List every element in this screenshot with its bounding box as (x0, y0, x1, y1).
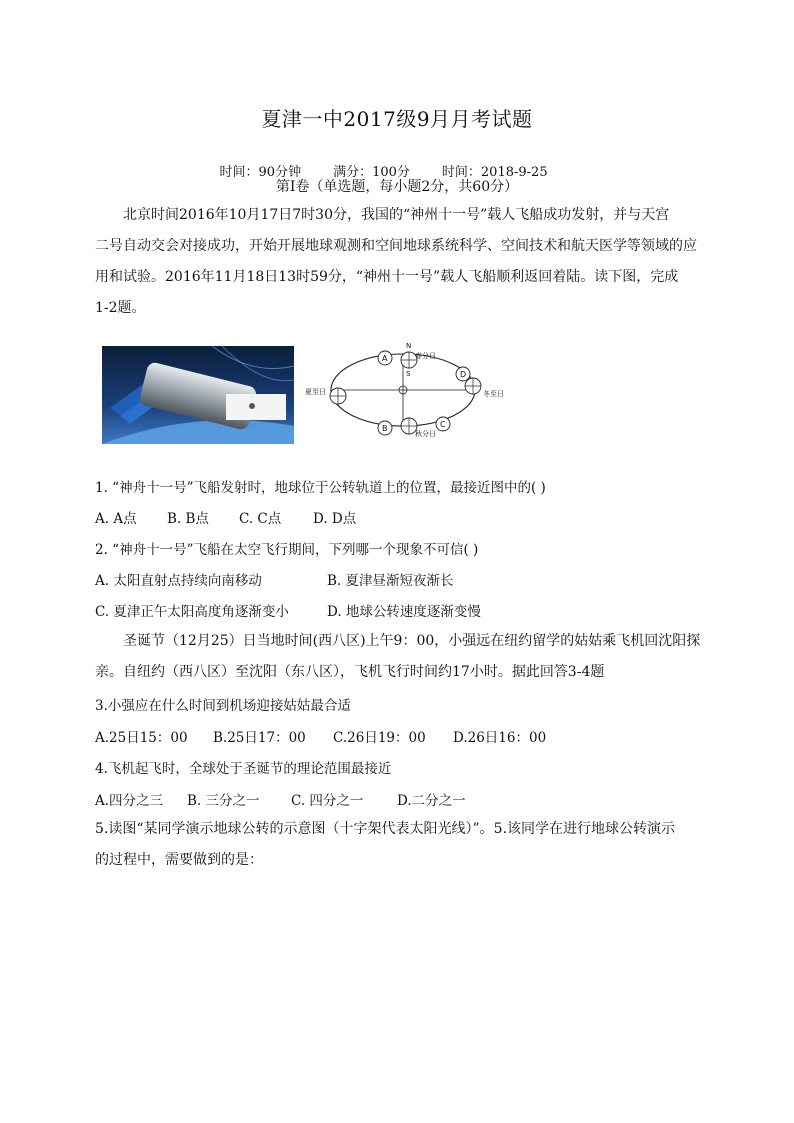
question-2-options-row1 (95, 569, 454, 589)
point-c-label: C (440, 420, 446, 429)
exam-date: 时间：2018-9-25 (441, 165, 548, 180)
passage-line: 亲。自纽约（西八区）至沈阳（东八区），飞机飞行时间约17小时。据此回答3-4题 (95, 664, 605, 680)
intro-paragraph (95, 200, 703, 324)
q4-option-a[interactable]: A.四分之三 (95, 793, 164, 809)
q2-option-d[interactable]: D. 地球公转速度逐渐变慢 (327, 604, 481, 620)
intro-line: 二号自动交会对接成功，开始开展地球观测和空间地球系统科学、空间技术和航天医学等领域的应 (95, 238, 697, 254)
question-3-stem: 3.小强应在什么时间到机场迎接姑姑最合适 (95, 698, 351, 714)
question-2-stem: 2. “神舟十一号”飞船在太空飞行期间，下列哪一个现象不可信( ) (95, 542, 479, 558)
summer-solstice-label: 夏至日 (305, 388, 326, 396)
spring-equinox-label: 春分日 (415, 352, 436, 360)
north-label: N (406, 342, 412, 350)
q3-option-a[interactable]: A.25日15：00 (95, 730, 188, 746)
q1-option-b[interactable]: B. B点 (167, 511, 209, 527)
q3-option-b[interactable]: B.25日17：00 (213, 730, 306, 746)
autumn-equinox-label: 秋分日 (415, 430, 436, 438)
point-a-label: A (382, 354, 388, 363)
q3-option-d[interactable]: D.26日16：00 (453, 730, 547, 746)
passage-2 (95, 626, 703, 688)
question-1-stem: 1. “神舟十一号”飞船发射时，地球位于公转轨道上的位置，最接近图中的( ) (95, 480, 546, 496)
point-b-label: B (382, 424, 388, 433)
q1-option-a[interactable]: A. A点 (95, 511, 137, 527)
spacecraft-photo (102, 346, 294, 444)
question-3-options (95, 726, 546, 746)
intro-line: 北京时间2016年10月17日7时30分，我国的“神州十一号”载人飞船成功发射，并与天宫 (123, 207, 670, 223)
time-limit: 时间：90分钟 (219, 165, 302, 180)
q4-option-d[interactable]: D.二分之一 (397, 793, 466, 809)
q3-option-c[interactable]: C.26日19：00 (333, 730, 426, 746)
q4-option-c[interactable]: C. 四分之一 (291, 793, 364, 809)
intro-line: 1-2题。 (95, 300, 146, 316)
section-title: 第Ⅰ卷（单选题，每小题2分，共60分） (275, 179, 519, 195)
q4-option-b[interactable]: B. 三分之一 (187, 793, 260, 809)
question-4-options (95, 789, 466, 809)
question-5-line: 5.读图“某同学演示地球公转的示意图（十字架代表太阳光线）”。5.该同学在进行地球公转演示 (95, 821, 676, 837)
q1-option-d[interactable]: D. D点 (313, 511, 357, 527)
q2-option-c[interactable]: C. 夏津正午太阳高度角逐渐变小 (95, 604, 289, 620)
earth-orbit-diagram (303, 338, 503, 442)
question-5-line: 的过程中，需要做到的是： (95, 852, 263, 868)
q2-option-b[interactable]: B. 夏津昼渐短夜渐长 (327, 573, 454, 589)
q2-option-a[interactable]: A. 太阳直射点持续向南移动 (95, 573, 262, 589)
winter-solstice-label: 冬至日 (483, 390, 503, 398)
question-2-options-row2 (95, 600, 481, 620)
full-score: 满分：100分 (333, 165, 410, 180)
south-label: S (406, 370, 411, 378)
intro-line: 用和试验。2016年11月18日13时59分，“神州十一号”载人飞船顺利返回着陆。读下图，完成 (95, 269, 679, 285)
question-1-options (95, 507, 356, 527)
point-d-label: D (460, 370, 467, 379)
exam-title: 夏津一中2017级9月月考试题 (261, 107, 533, 131)
question-4-stem: 4.飞机起飞时，全球处于圣诞节的理论范围最接近 (95, 761, 392, 777)
q1-option-c[interactable]: C. C点 (239, 511, 282, 527)
passage-line: 圣诞节（12月25）日当地时间(西八区)上午9：00，小强远在纽约留学的姑姑乘飞机回沈阳探 (123, 633, 701, 649)
question-5 (95, 814, 703, 876)
